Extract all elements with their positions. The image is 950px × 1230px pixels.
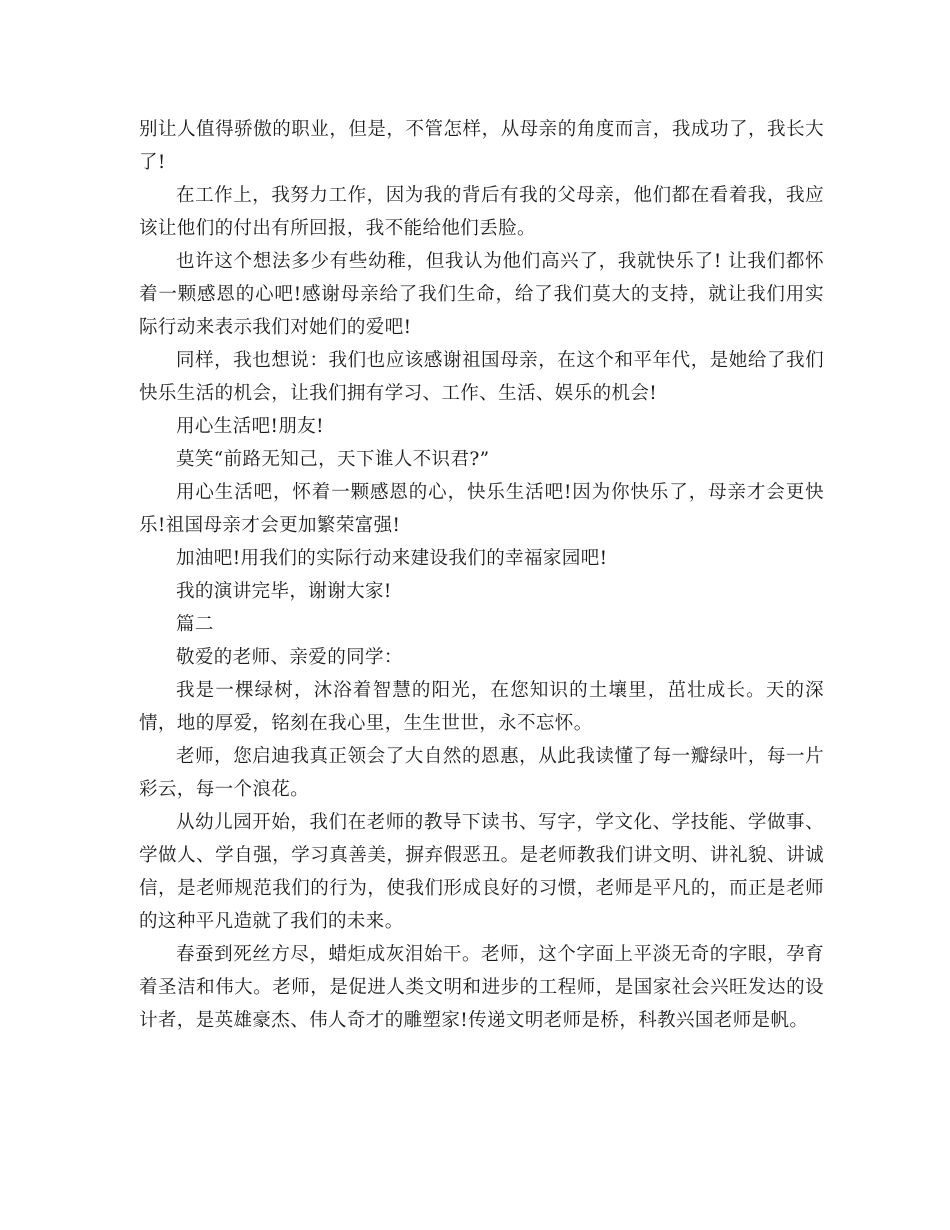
section-heading: 篇二 <box>176 614 214 635</box>
paragraph-4: 同样，我也想说：我们也应该感谢祖国母亲，在这个和平年代，是她给了我们快乐生活的机会，让我们拥有学习、工作、生活、娱乐的机会! <box>139 350 824 404</box>
paragraph-1: 别让人值得骄傲的职业，但是，不管怎样，从母亲的角度而言，我成功了，我长大了! <box>139 119 824 173</box>
paragraph-15: 春蚕到死丝方尽，蜡炬成灰泪始干。老师，这个字面上平淡无奇的字眼，孕育着圣洁和伟大。老师，是促进人类文明和进步的工程师，是国家社会兴旺发达的设计者，是英雄豪杰、伟人奇才的雕塑家!传递文明老师是桥，科教兴国老师是帆。 <box>139 944 824 1031</box>
paragraph-6: 莫笑“前路无知己，天下谁人不识君?” <box>176 449 490 470</box>
paragraph-8: 加油吧!用我们的实际行动来建设我们的幸福家园吧! <box>176 548 608 569</box>
paragraph-13: 老师，您启迪我真正领会了大自然的恩惠，从此我读懂了每一瓣绿叶，每一片彩云，每一个浪花。 <box>139 746 824 800</box>
paragraph-9: 我的演讲完毕，谢谢大家! <box>176 581 392 602</box>
document-body <box>139 113 824 1037</box>
paragraph-2: 在工作上，我努力工作，因为我的背后有我的父母亲，他们都在看着我，我应该让他们的付出有所回报，我不能给他们丢脸。 <box>139 185 824 239</box>
paragraph-3: 也许这个想法多少有些幼稚，但我认为他们高兴了，我就快乐了! 让我们都怀着一颗感恩的心吧!感谢母亲给了我们生命，给了我们莫大的支持，就让我们用实际行动来表示我们对她们的爱吧! <box>139 251 824 338</box>
paragraph-5: 用心生活吧!朋友! <box>176 416 324 437</box>
salutation: 敬爱的老师、亲爱的同学： <box>176 647 403 668</box>
paragraph-12: 我是一棵绿树，沐浴着智慧的阳光，在您知识的土壤里，茁壮成长。天的深情，地的厚爱，铭刻在我心里，生生世世，永不忘怀。 <box>139 680 824 734</box>
paragraph-7: 用心生活吧，怀着一颗感恩的心，快乐生活吧!因为你快乐了，母亲才会更快乐!祖国母亲才会更加繁荣富强! <box>139 482 824 536</box>
paragraph-14: 从幼儿园开始，我们在老师的教导下读书、写字，学文化、学技能、学做事、学做人、学自强，学习真善美，摒弃假恶丑。是老师教我们讲文明、讲礼貌、讲诚信，是老师规范我们的行为，使我们形成良好的习惯，老师是平凡的，而正是老师的这种平凡造就了我们的未来。 <box>139 812 824 932</box>
